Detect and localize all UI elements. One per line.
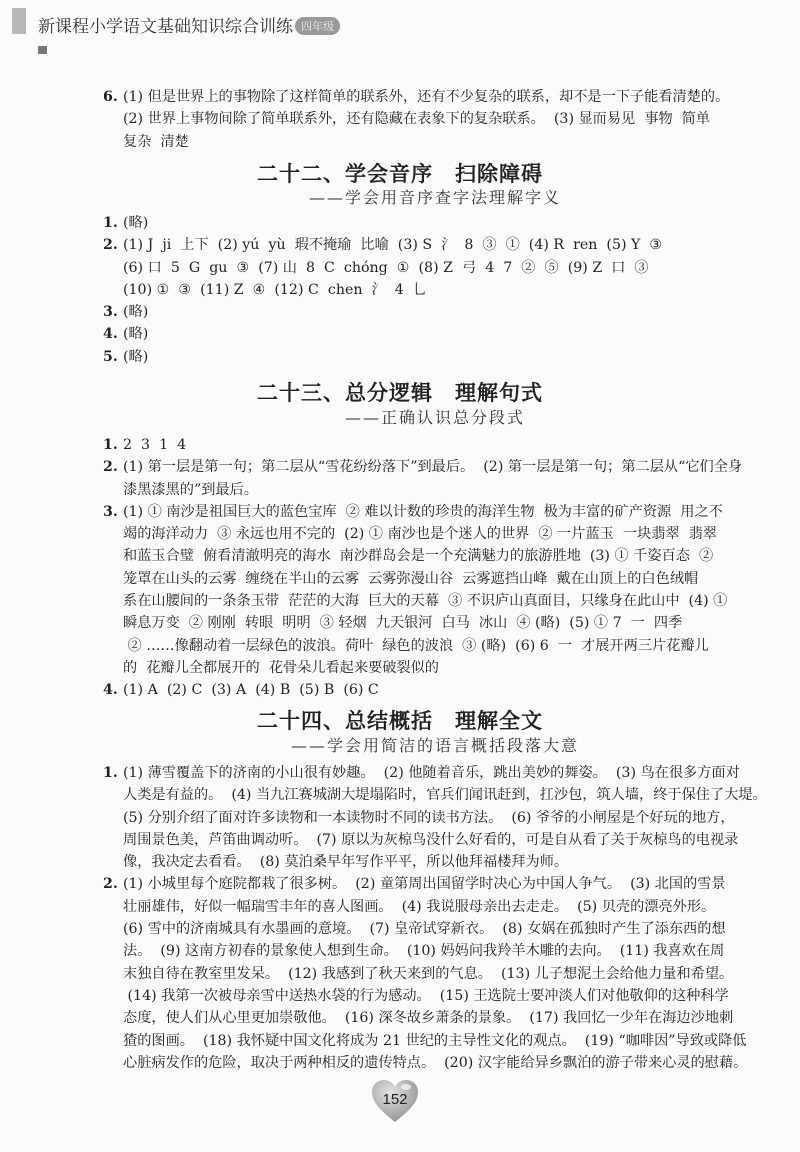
answer-line: 2 3 1 4	[123, 437, 187, 453]
answer-line: (6) 口 5 G gu ③ (7) 山 8 C chóng ① (8) Z 弓 4 7 ② ⑤ (9) Z 口 ③	[123, 259, 649, 276]
answer-item	[103, 873, 748, 1074]
answer-line: (1) J ji 上下 (2) yú yù 瑕不掩瑜 比喻 (3) S 氵 8 ③ ① (4) R ren (5) Y ③	[123, 237, 663, 254]
answer-item	[103, 212, 743, 234]
answer-number: 4.	[103, 682, 118, 699]
section-24-answers	[103, 762, 767, 1074]
answer-line: (1) A (2) C (3) A (4) B (5) B (6) C	[123, 682, 379, 699]
answer-item	[103, 323, 743, 345]
answer-line: 瞬息万变 ② 刚刚 转眼 明明 ③ 轻烟 九天银河 白马 冰山 ④ (略) (5) ① 7 一 四季	[123, 615, 683, 632]
running-header	[12, 8, 492, 48]
answer-line: 法。 (9) 这南方初春的景象使人想到生命。 (10) 妈妈问我羚羊木雕的去向。 (11) 我喜欢在周	[123, 943, 725, 960]
answer-line: (1) 薄雪覆盖下的济南的小山很有妙趣。 (2) 他随着音乐，跳出美妙的舞姿。 (3) 鸟在很多方面对	[123, 765, 740, 781]
answer-line: 和蓝玉合璧 俯看清澈明亮的海水 南沙群岛会是一个充满魅力的旅游胜地 (3) ① 千姿百态 ②	[123, 548, 714, 565]
answer-line: (1) ① 南沙是祖国巨大的蓝色宝库 ② 难以计数的珍贵的海洋生物 极为丰富的矿产资源 用之不	[123, 503, 723, 520]
book-title-text: 新课程小学语文基础知识综合训练	[38, 17, 293, 37]
answer-line: 态度，使人们从心里更加崇敬他。 (16) 深冬故乡萧条的景象。 (17) 我回忆一少年在海边沙地刺	[123, 1010, 734, 1027]
answer-item	[103, 86, 743, 153]
answer-line: (6) 雪中的济南城具有水墨画的意境。 (7) 皇帝试穿新衣。 (8) 女娲在孤独时产生了添东西的想	[123, 921, 726, 938]
book-title	[38, 12, 340, 37]
answer-number: 3.	[103, 503, 118, 520]
page-number-heart	[370, 1078, 420, 1124]
section-24-title: 二十四、总结概括 理解全文	[257, 709, 543, 733]
answer-line: 壮丽雄伟，好似一幅瑞雪丰年的喜人图画。 (4) 我说服母亲出去走走。 (5) 贝壳的漂亮外形。	[123, 898, 716, 915]
answer-line: 系在山腰间的一条条玉带 茫茫的大海 巨大的天幕 ③ 不识庐山真面目，只缘身在此山中 (4) ①	[123, 593, 728, 610]
answer-line: (1) 小城里每个庭院都栽了很多树。 (2) 童第周出国留学时决心为中国人争气。 (3) 北国的雪景	[123, 876, 726, 893]
answer-line: 竭的海洋动力 ③ 永远也用不完的 (2) ① 南沙也是个迷人的世界 ② 一片蓝玉 一块翡翠 翡翠	[123, 526, 717, 543]
answer-item	[103, 301, 743, 323]
answer-item	[103, 679, 743, 701]
answer-line: 笼罩在山头的云雾 缠绕在半山的云雾 云雾弥漫山谷 云雾遮挡山峰 戴在山顶上的白色绒帽	[123, 570, 699, 587]
answer-line: 末独自待在教室里发呆。 (12) 我感到了秋天来到的气息。 (13) 儿子想泥土会给他力量和希望。	[123, 965, 734, 982]
answer-line: (略)	[123, 326, 149, 343]
header-decoration-bar	[12, 8, 26, 34]
answer-number: 1.	[103, 765, 118, 781]
answer-number: 2.	[103, 876, 118, 893]
header-decoration-square	[38, 46, 47, 54]
answer-line: 猹的图画。 (18) 我怀疑中国文化将成为 21 世纪的主导性文化的观点。 (19) “咖啡因”导致或降低	[123, 1032, 747, 1049]
answer-line: 心脏病发作的危险，取决于两种相反的遗传特点。 (20) 汉字能给异乡飘泊的游子带来心灵的慰藉。	[123, 1054, 748, 1071]
answer-number: 5.	[103, 348, 118, 365]
answer-line: (2) 世界上事物间除了简单联系外，还有隐藏在表象下的复杂联系。 (3) 显而易见 事物 简单	[123, 111, 711, 128]
answer-line: 的 花瓣儿全都展开的 花骨朵儿看起来要破裂似的	[123, 659, 439, 676]
answer-item	[103, 501, 743, 679]
grade-badge: 四年级	[295, 17, 340, 35]
answer-line: 人类是有益的。 (4) 当九江赛城湖大堤塌陷时，官兵们闻讯赶到，扛沙包，筑人墙，终于保住了大堤。	[123, 787, 767, 804]
answer-line: 复杂 清楚	[123, 133, 189, 150]
answer-line: 周围景色美，芦笛曲调动听。 (7) 原以为灰椋鸟没什么好看的，可是自从看了关于灰椋鸟的电视录	[123, 831, 739, 848]
answer-line: (1) 但是世界上的事物除了这样简单的联系外，还有不少复杂的联系，却不是一下子能看清楚的。	[123, 89, 730, 105]
answer-line: (14) 我第一次被母亲雪中送热水袋的行为感动。 (15) 王选院士要冲淡人们对他敬仰的这种科学	[123, 987, 729, 1004]
answer-item	[103, 456, 743, 501]
answer-line: (1) 第一层是第一句；第二层从“雪花纷纷落下”到最后。 (2) 第一层是第一句；第二层从“它们全身	[123, 459, 743, 476]
prev-section-answers	[103, 86, 743, 153]
answer-line: 像，我决定去看看。 (8) 莫泊桑早年写作平平，所以他拜福楼拜为师。	[123, 854, 569, 871]
section-23-answers	[103, 434, 743, 702]
answer-item	[103, 762, 767, 873]
answer-line: (5) 分别介绍了面对许多读物和一本读物时不同的读书方法。 (6) 爷爷的小闸屋是个好玩的地方，	[123, 809, 735, 826]
answer-number: 4.	[103, 326, 118, 343]
section-22-subtitle: ——学会用音序查字法理解字义	[308, 188, 561, 207]
answer-line: (略)	[123, 215, 149, 231]
section-23-title: 二十三、总分逻辑 理解句式	[257, 381, 543, 405]
answer-item	[103, 434, 743, 456]
answer-item	[103, 346, 743, 368]
section-22-answers	[103, 212, 743, 368]
answer-number: 6.	[103, 89, 118, 105]
answer-number: 2.	[103, 459, 118, 476]
answer-item	[103, 234, 743, 301]
section-22-title: 二十二、学会音序 扫除障碍	[257, 162, 543, 186]
answer-line: (略)	[123, 348, 149, 365]
answer-number: 3.	[103, 304, 118, 321]
answer-line: (10) ① ③ (11) Z ④ (12) C chen 氵 4 乚	[123, 281, 427, 298]
section-23-subtitle: ——正确认识总分段式	[344, 408, 525, 427]
answer-number: 2.	[103, 237, 118, 254]
answer-number: 1.	[103, 437, 118, 453]
section-24-subtitle: ——学会用简洁的语言概括段落大意	[290, 736, 579, 755]
answer-line: ② ……像翻动着一层绿色的波浪。荷叶 绿色的波浪 ③ (略) (6) 6 一 才展开两三片花瓣儿	[123, 637, 709, 654]
page-number: 152	[382, 1091, 408, 1108]
answer-line: 漆黑漆黑的”到最后。	[123, 481, 258, 498]
answer-line: (略)	[123, 304, 149, 321]
answer-number: 1.	[103, 215, 118, 231]
